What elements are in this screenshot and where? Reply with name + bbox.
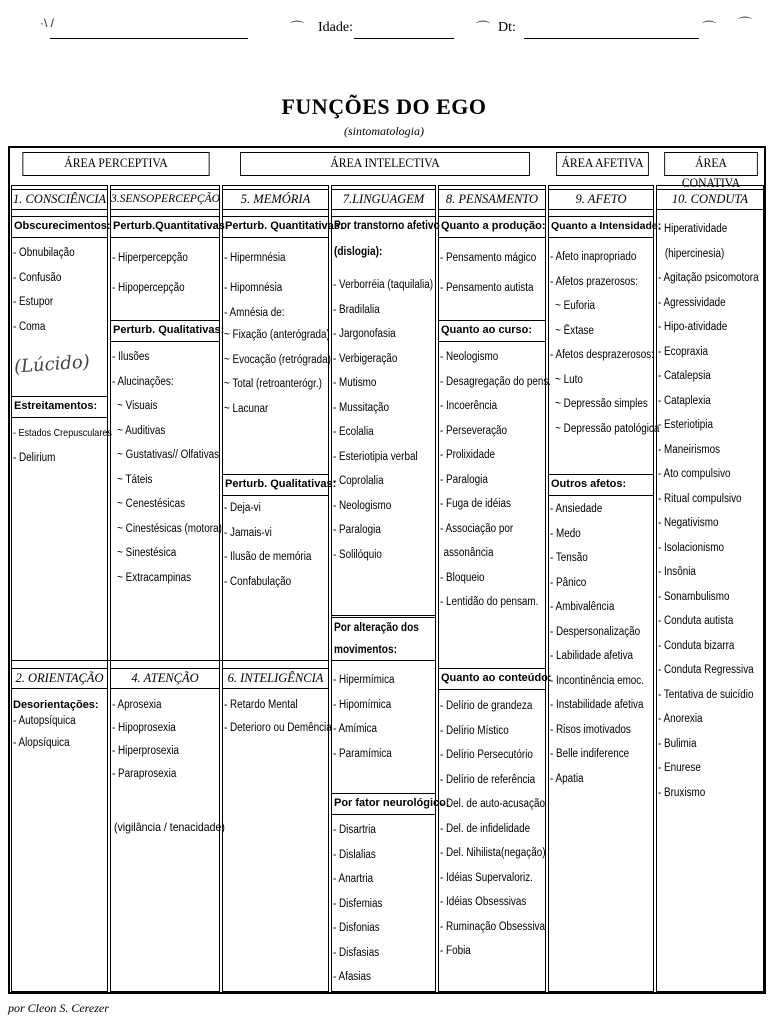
list-item: - Conduta bizarra [658, 639, 735, 652]
list-item: - Estupor [13, 296, 54, 308]
memoria-group2-list [224, 496, 326, 594]
list-item: - Hiperatividade [658, 223, 728, 235]
list-item: - Hiperprosexia [112, 745, 180, 757]
list-item: ~ Depressão simples [555, 398, 648, 410]
list-item: - Esteriotipia verbal [333, 450, 418, 463]
list-item: - Paraprosexia [112, 768, 177, 780]
list-item: - Medo [550, 527, 581, 540]
list-item: - Pensamento mágico [440, 252, 537, 264]
list-item: - Jamais-vi [224, 526, 272, 539]
scan-mark: ·\ / [40, 16, 54, 30]
col-title-consciencia: 1. CONSCIÊNCIA [11, 189, 108, 210]
scan-mark: ⌒ [476, 20, 490, 36]
list-item: ~ Total (retroanterógr.) [224, 378, 322, 390]
list-item: - Verborréia (taquilalia) [333, 279, 434, 291]
data-label: Dt: [498, 20, 516, 35]
list-item: - Fobia [440, 945, 471, 957]
list-item: - Esteriotipia [658, 419, 713, 431]
list-item: - Risos imotivados [550, 723, 631, 736]
list-item: - Amnésia de: [224, 307, 285, 319]
list-item: - Delírio de grandeza [440, 700, 533, 712]
list-item: - Ilusão de memória [224, 551, 312, 563]
list-item: - Hipomnésia [224, 282, 283, 294]
list-item: - Confabulação [224, 575, 292, 588]
list-item: - Bloqueio [440, 571, 485, 584]
list-item: - Afeto inapropriado [550, 251, 637, 263]
page-title: FUNÇÕES DO EGO [281, 94, 487, 119]
list-item: - Ansiedade [550, 503, 603, 515]
list-item: - Anorexia [658, 713, 703, 725]
list-item: - Mussitação [333, 401, 390, 414]
list-item: ~ Visuais [117, 400, 158, 412]
pensamento-group3-label: Quanto ao conteúdo: [438, 668, 546, 690]
pensamento-group3-list [440, 694, 563, 964]
list-item: ~ Cinestésicas (motora) [117, 522, 222, 535]
list-item: - Pânico [550, 576, 587, 589]
list-item: - Delírio de referência [440, 773, 536, 786]
list-item: - Confusão [13, 271, 62, 284]
list-item: - Fuga de idéias [440, 498, 511, 510]
atencao-list [112, 694, 190, 786]
list-item: - Del. de auto-acusação [440, 798, 546, 810]
col-title-orientacao: 2. ORIENTAÇÃO [11, 668, 108, 689]
scan-mark: ⌒ [290, 20, 304, 36]
area-perceptiva: ÁREA PERCEPTIVA [22, 152, 209, 176]
list-item: - Hiperpercepção [112, 252, 188, 264]
list-item: - Paramímica [333, 747, 392, 760]
list-item: - Agressividade [658, 296, 726, 309]
list-item: - Paralogia [333, 524, 381, 536]
list-item: - Insônia [658, 566, 696, 578]
list-item: - Amímica [333, 723, 377, 735]
afeto-group2-label: Outros afetos: [548, 474, 654, 496]
list-item: - Ilusões [112, 351, 150, 363]
linguagem-group1-label: Por transtorno afetivo [334, 220, 440, 232]
col-title-atencao: 4. ATENÇÃO [110, 668, 220, 689]
list-item: - Hipomímica [333, 698, 392, 711]
name-field-line [50, 38, 248, 39]
linguagem-group1-list [333, 273, 449, 567]
list-item: assonância [443, 547, 494, 559]
linguagem-group1-label2: (dislogia): [334, 246, 383, 258]
list-item: - Ato compulsivo [658, 468, 731, 480]
list-item: - Disfonias [333, 922, 380, 934]
list-item: - Afetos desprazerosos: [550, 349, 654, 361]
page-subtitle: (sintomatologia) [344, 124, 424, 138]
sensopercepcao-group2-label: Perturb. Qualitativas: [110, 320, 220, 342]
pensamento-group1-label: Quanto a produção: [438, 216, 546, 238]
sensopercepcao-group2-list [112, 345, 240, 590]
list-item: - Obnubilação [13, 247, 75, 259]
col-title-pensamento: 8. PENSAMENTO [438, 189, 546, 210]
linguagem-group2-label: Por alteração dos [334, 622, 419, 634]
scan-mark: ⌒ [702, 20, 716, 36]
list-item: - Maneirismos [658, 443, 721, 456]
list-item: - Afetos prazerosos: [550, 275, 638, 288]
list-item: - Sonambulismo [658, 590, 730, 603]
list-item: - Perseveração [440, 424, 508, 437]
list-item: - Autopsíquica [13, 715, 76, 727]
memoria-group1-list [224, 243, 348, 421]
list-item: - Ambivalência [550, 601, 615, 613]
list-item: - Deterioro ou Demência [224, 722, 332, 734]
orientacao-list [13, 710, 86, 754]
conduta-list [658, 217, 775, 805]
list-item: - Anartria [333, 873, 374, 885]
list-item: - Instabilidade afetiva [550, 699, 644, 711]
col-title-sensopercepcao: 3.SENSOPERCEPÇÃO [110, 189, 220, 210]
list-item: - Hipoprosexia [112, 722, 176, 734]
pensamento-group2-label: Quanto ao curso: [438, 320, 546, 342]
list-item: - Desagregação do pens. [440, 375, 552, 388]
list-item: - Conduta autista [658, 615, 734, 627]
linguagem-group2-label2: movimentos: [334, 644, 397, 656]
list-item: ~ Extracampinas [117, 571, 192, 584]
list-item: - Ecopraxia [658, 345, 709, 358]
list-item: - Bradilalia [333, 303, 380, 316]
orientacao-group1-label: Desorientações: [13, 699, 99, 711]
list-item: - Hipopercepção [112, 282, 185, 294]
list-item: - Lentidão do pensam. [440, 596, 539, 608]
col-title-linguagem: 7.LINGUAGEM [331, 189, 436, 210]
list-item: - Disartria [333, 824, 376, 836]
list-item: - Estados Crepusculares [13, 427, 112, 439]
list-item: ~ Euforia [555, 300, 596, 312]
list-item: - Enurese [658, 762, 701, 774]
list-item: - Idéias Obsessivas [440, 896, 527, 908]
afeto-group1-label: Quanto a Intensidade: [548, 216, 654, 238]
list-item: - Del. de infidelidade [440, 822, 531, 835]
memoria-group2-label: Perturb. Qualitativas: [222, 474, 329, 496]
sensopercepcao-group1-label: Perturb.Quantitativas: [110, 216, 220, 238]
list-item: - Negativismo [658, 517, 719, 529]
list-item: - Incontinência emoc. [550, 674, 645, 687]
list-item: ~ Auditivas [117, 424, 166, 437]
list-item: - Catalepsia [658, 370, 711, 382]
col-title-conduta: 10. CONDUTA [656, 189, 764, 210]
list-item: - Aprosexia [112, 699, 162, 711]
list-item: - Disfemias [333, 897, 383, 910]
area-afetiva: ÁREA AFETIVA [556, 152, 649, 176]
list-item: - Labilidade afetiva [550, 650, 634, 662]
list-item: ~ Cenestésicas [117, 498, 186, 510]
list-item: - Despersonalização [550, 625, 641, 638]
inteligencia-list [224, 694, 349, 740]
list-item: - Tensão [550, 552, 588, 564]
col-title-afeto: 9. AFETO [548, 189, 654, 210]
list-item: ~ Evocação (retrógrada) [224, 353, 331, 366]
list-item: - Hipermnésia [224, 252, 286, 264]
list-item: - Bulimia [658, 737, 697, 750]
list-item: - Incoerência [440, 400, 498, 412]
linguagem-group3-label: Por fator neurológico: [331, 793, 436, 815]
list-item: ~ Gustativas// Olfativas [117, 449, 220, 461]
list-item: - Verbigeração [333, 352, 398, 365]
list-item: ~ Depressão patológica [555, 422, 660, 435]
list-item: - Ecolalia [333, 426, 374, 438]
list-item: - Solilóquio [333, 548, 382, 561]
list-item: - Neologismo [440, 351, 499, 363]
list-item: - Hipermímica [333, 674, 395, 686]
list-item: - Tentativa de suicídio [658, 688, 754, 701]
list-item: - Mutismo [333, 377, 377, 389]
consciencia-group2-list [13, 421, 128, 470]
area-intelectiva: ÁREA INTELECTIVA [240, 152, 530, 176]
list-item: (hipercinesia) [664, 247, 725, 260]
list-item: - Ruminação Obsessiva [440, 920, 545, 933]
list-item: ~ Lacunar [224, 402, 269, 415]
atencao-note: (vigilância / tenacidade) [114, 820, 225, 834]
list-item: - Pensamento autista [440, 282, 534, 294]
list-item: - Conduta Regressiva [658, 664, 754, 676]
list-item: ~ Táteis [117, 473, 153, 486]
list-item: - Neologismo [333, 499, 392, 512]
list-item: - Deja-vi [224, 502, 261, 514]
list-item: - Bruxismo [658, 786, 706, 799]
idade-label: Idade: [318, 20, 353, 35]
list-item: - Disfasias [333, 946, 380, 959]
list-item: - Coprolalia [333, 475, 384, 487]
list-item: - Idéias Supervaloriz. [440, 871, 533, 884]
row-divider [11, 660, 329, 661]
list-item: ~ Luto [555, 373, 583, 386]
consciencia-group1-label: Obscurecimentos: [11, 216, 108, 238]
list-item: ~ Sinestésica [117, 547, 177, 559]
list-item: - Cataplexia [658, 394, 711, 407]
list-item: - Belle indiference [550, 748, 630, 760]
list-item: - Del. Nihilista(negação) [440, 847, 546, 859]
pensamento-group1-list [440, 243, 552, 303]
list-item: ~ Fixação (anterógrada) [224, 329, 330, 341]
list-item: - Alopsíquica [13, 737, 70, 749]
list-item: - Isolacionismo [658, 541, 724, 554]
consciencia-group2-label: Estreitamentos: [11, 396, 108, 418]
list-item: - Jargonofasia [333, 328, 396, 340]
memoria-group1-label: Perturb. Quantitativas: [222, 216, 329, 238]
list-item: - Agitação psicomotora [658, 272, 759, 284]
list-item: - Paralogia [440, 473, 488, 486]
handwritten-note: (Lúcido) [13, 351, 91, 378]
col-title-memoria: 5. MEMÓRIA [222, 189, 329, 210]
author-credit: por Cleon S. Cerezer [8, 1001, 109, 1015]
idade-field-line [354, 38, 454, 39]
sensopercepcao-group1-list [112, 243, 200, 303]
list-item: - Associação por [440, 522, 514, 535]
area-conativa: ÁREA CONATIVA [664, 152, 758, 176]
data-field-line [524, 38, 699, 39]
list-item: - Delírio Místico [440, 724, 509, 737]
consciencia-group1-list [13, 241, 85, 339]
linguagem-group3-list [333, 818, 391, 990]
list-item: - Coma [13, 320, 46, 333]
list-item: - Alucinações: [112, 375, 174, 388]
scan-mark: ⌒ [738, 16, 752, 32]
list-item: - Hipo-atividade [658, 321, 728, 333]
linguagem-group2-list [333, 668, 405, 766]
list-item: - Afasias [333, 971, 371, 983]
list-item: - Delirium [13, 451, 56, 464]
col-title-inteligencia: 6. INTELIGÊNCIA [222, 668, 329, 689]
list-item: - Retardo Mental [224, 699, 298, 711]
list-item: - Prolixidade [440, 449, 495, 461]
list-item: ~ Êxtase [555, 324, 594, 337]
list-item: - Ritual compulsivo [658, 492, 742, 505]
list-item: - Apatia [550, 772, 584, 785]
afeto-group2-list [550, 497, 659, 791]
list-item: - Dislalias [333, 848, 376, 861]
list-item: - Delírio Persecutório [440, 749, 533, 761]
